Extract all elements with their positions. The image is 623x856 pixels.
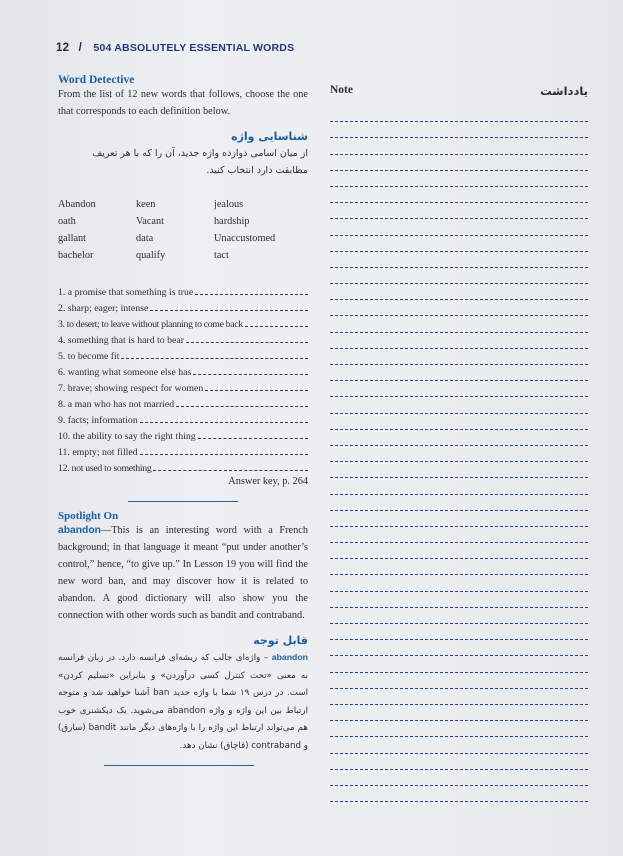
answer-blank[interactable] bbox=[186, 342, 308, 343]
word-item: tact bbox=[214, 250, 229, 261]
definition-item[interactable] bbox=[58, 410, 308, 426]
word-item: qualify bbox=[136, 250, 166, 261]
answer-key-ref: Answer key, p. 264 bbox=[228, 476, 308, 487]
note-line[interactable] bbox=[330, 624, 588, 640]
definition-item[interactable] bbox=[58, 442, 308, 458]
definition-item[interactable] bbox=[58, 282, 308, 298]
note-line[interactable] bbox=[330, 446, 588, 462]
note-line[interactable] bbox=[330, 236, 588, 252]
note-line[interactable] bbox=[330, 754, 588, 770]
spotlight-keyword: abandon bbox=[58, 525, 101, 536]
note-line[interactable] bbox=[330, 592, 588, 608]
definition-item[interactable] bbox=[58, 458, 308, 474]
definition-text: 12. not used to something bbox=[58, 463, 152, 474]
note-line[interactable] bbox=[330, 219, 588, 235]
spotlight-body: —This is an interesting word with a French background; in that language it meant “put under another’s control,” hence, “to give up.” In Lesson 19 you will find the new word ban, and may discover how it is related to abandon. A good dictionary will also show you the connection with other words such as bandit and contraband. bbox=[58, 525, 308, 621]
note-line[interactable] bbox=[330, 721, 588, 737]
definition-text: 4. something that is hard to bear bbox=[58, 335, 184, 346]
definition-text: 6. wanting what someone else has bbox=[58, 367, 192, 378]
answer-blank[interactable] bbox=[153, 470, 308, 471]
page-number: 12 bbox=[56, 42, 70, 54]
note-line[interactable] bbox=[330, 478, 588, 494]
word-item: gallant bbox=[58, 233, 87, 244]
note-line[interactable] bbox=[330, 122, 588, 138]
definition-item[interactable] bbox=[58, 346, 308, 362]
note-line[interactable] bbox=[330, 349, 588, 365]
word-list bbox=[58, 197, 308, 264]
definition-item[interactable] bbox=[58, 362, 308, 378]
notes-header bbox=[330, 84, 588, 104]
note-line[interactable] bbox=[330, 527, 588, 543]
word-item: keen bbox=[136, 199, 156, 210]
note-line[interactable] bbox=[330, 705, 588, 721]
definition-text: 7. brave; showing respect for women bbox=[58, 383, 204, 394]
definition-item[interactable] bbox=[58, 314, 308, 330]
note-line[interactable] bbox=[330, 543, 588, 559]
note-line[interactable] bbox=[330, 252, 588, 268]
spotlight-fa-keyword: abandon bbox=[271, 652, 308, 662]
word-item: hardship bbox=[214, 216, 250, 227]
word-detective-fa-title: شناسایی واژه bbox=[231, 130, 308, 143]
definition-text: 5. to become fit bbox=[58, 351, 120, 362]
definition-text: 9. facts; information bbox=[58, 415, 138, 426]
note-line[interactable] bbox=[330, 106, 588, 122]
left-column bbox=[58, 74, 308, 766]
note-line[interactable] bbox=[330, 155, 588, 171]
answer-blank[interactable] bbox=[205, 390, 308, 391]
spotlight-title: Spotlight On bbox=[58, 510, 119, 522]
note-line[interactable] bbox=[330, 300, 588, 316]
definition-text: 8. a man who has not married bbox=[58, 399, 175, 410]
note-line[interactable] bbox=[330, 333, 588, 349]
note-line[interactable] bbox=[330, 414, 588, 430]
page-header bbox=[56, 42, 294, 54]
note-line[interactable] bbox=[330, 673, 588, 689]
notes-fa-title: یادداشت bbox=[540, 84, 588, 98]
definition-list bbox=[58, 282, 308, 474]
divider bbox=[128, 501, 238, 502]
note-line[interactable] bbox=[330, 640, 588, 656]
note-line[interactable] bbox=[330, 511, 588, 527]
note-line[interactable] bbox=[330, 689, 588, 705]
word-detective-title: Word Detective bbox=[58, 74, 135, 86]
note-line[interactable] bbox=[330, 381, 588, 397]
definition-item[interactable] bbox=[58, 330, 308, 346]
note-line[interactable] bbox=[330, 365, 588, 381]
definition-text: 11. empty; not filled bbox=[58, 447, 138, 458]
spotlight-fa-body: – واژه‌ای جالب که ریشه‌ای فرانسه دارد. در زبان فرانسه به معنی «تحت کنترل کسی درآوردن» و بنابراین «تسلیم کردن» است. در درس ۱۹ شما با واژه جدید ban آشنا خواهید شد و متوجه ارتباط بین این واژه و واژه abandon می‌شوید. یک دیکشنری خوب هم می‌تواند ارتباط این واژه را با واژه‌های دیگر مانند bandit (سارق) و contraband (قاچاق) نشان دهد. bbox=[58, 653, 308, 751]
answer-blank[interactable] bbox=[150, 310, 308, 311]
answer-blank[interactable] bbox=[198, 438, 308, 439]
answer-blank[interactable] bbox=[193, 374, 308, 375]
word-item: data bbox=[136, 233, 154, 244]
definition-item[interactable] bbox=[58, 378, 308, 394]
note-line[interactable] bbox=[330, 608, 588, 624]
note-line[interactable] bbox=[330, 268, 588, 284]
note-line[interactable] bbox=[330, 656, 588, 672]
note-line[interactable] bbox=[330, 138, 588, 154]
definition-item[interactable] bbox=[58, 298, 308, 314]
note-line[interactable] bbox=[330, 430, 588, 446]
note-line[interactable] bbox=[330, 462, 588, 478]
word-detective-fa-instructions: از میان اسامی دوازده واژه جدید، آن را که با هر تعریف مطابقت دارد انتخاب کنید. bbox=[92, 148, 308, 176]
notes-title: Note bbox=[330, 84, 353, 96]
note-line[interactable] bbox=[330, 187, 588, 203]
notes-column[interactable] bbox=[330, 84, 588, 104]
definition-text: 10. the ability to say the right thing bbox=[58, 431, 196, 442]
definition-text: 1. a promise that something is true bbox=[58, 287, 194, 298]
note-line[interactable] bbox=[330, 203, 588, 219]
divider bbox=[104, 765, 254, 766]
answer-blank[interactable] bbox=[195, 294, 308, 295]
answer-blank[interactable] bbox=[140, 454, 308, 455]
word-item: Unaccustomed bbox=[214, 233, 276, 244]
spotlight-fa-title: قابل توجه bbox=[253, 634, 308, 647]
spotlight-text bbox=[58, 522, 308, 624]
spotlight-fa-text bbox=[58, 649, 308, 755]
word-item: oath bbox=[58, 216, 76, 227]
header-separator: / bbox=[78, 42, 83, 54]
note-line[interactable] bbox=[330, 284, 588, 300]
answer-blank[interactable] bbox=[121, 358, 308, 359]
note-line[interactable] bbox=[330, 397, 588, 413]
note-line[interactable] bbox=[330, 786, 588, 802]
note-line[interactable] bbox=[330, 770, 588, 786]
answer-blank[interactable] bbox=[245, 326, 308, 327]
note-line[interactable] bbox=[330, 316, 588, 332]
definition-item[interactable] bbox=[58, 426, 308, 442]
note-line[interactable] bbox=[330, 575, 588, 591]
word-item: Vacant bbox=[136, 216, 165, 227]
answer-blank[interactable] bbox=[176, 406, 308, 407]
word-item: Abandon bbox=[58, 199, 96, 210]
note-line[interactable] bbox=[330, 171, 588, 187]
word-detective-instructions: From the list of 12 new words that follows, choose the one that corresponds to each definition below. bbox=[58, 89, 308, 117]
answer-blank[interactable] bbox=[140, 422, 308, 423]
note-line[interactable] bbox=[330, 559, 588, 575]
note-line[interactable] bbox=[330, 737, 588, 753]
note-line[interactable] bbox=[330, 495, 588, 511]
note-lines[interactable] bbox=[330, 106, 588, 802]
definition-text: 3. to desert; to leave without planning to come back bbox=[58, 319, 243, 330]
word-item: jealous bbox=[214, 199, 244, 210]
book-title: 504 ABSOLUTELY ESSENTIAL WORDS bbox=[93, 42, 295, 54]
definition-item[interactable] bbox=[58, 394, 308, 410]
definition-text: 2. sharp; eager; intense bbox=[58, 303, 149, 314]
word-item: bachelor bbox=[58, 250, 94, 261]
